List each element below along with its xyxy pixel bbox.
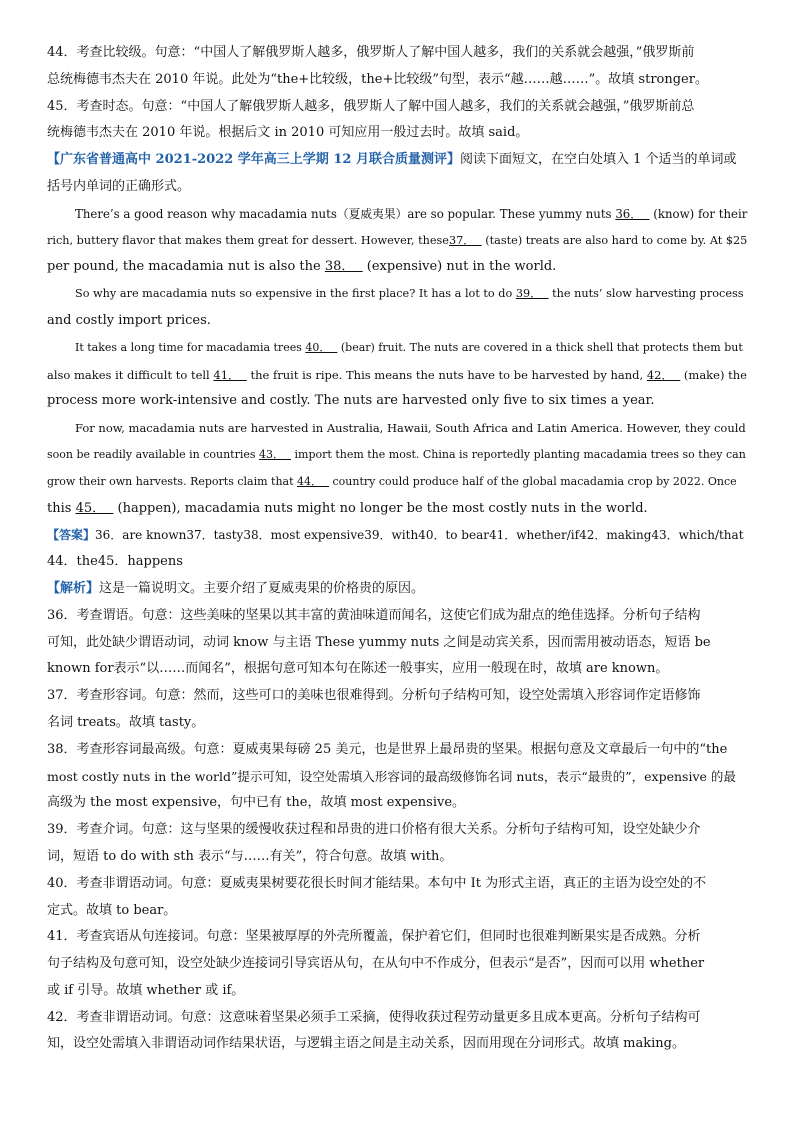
source-tag: 【广东省普通高中 2021-2022 学年高三上学期 12 月联合质量测评】: [47, 152, 460, 168]
analysis-section: [47, 576, 747, 603]
explanation-line: 40．考查非谓语动词。句意：夏威夷果树要花很长时间才能结果。本句中 It 为形式主语，真正的主语为设空处的不: [47, 875, 707, 891]
explanation-line: 名词 treats。故填 tasty。: [47, 714, 205, 730]
passage-text: this: [47, 500, 76, 516]
passage-text: rich, buttery flavor that makes them great for dessert. However, these: [47, 233, 449, 247]
passage-text: (bear) fruit. The nuts are covered in a thick shell that protects them but: [337, 340, 743, 354]
explanation-41: [47, 924, 747, 1004]
blank-45: 45．: [75, 500, 114, 516]
blank-43: 43．: [259, 447, 292, 461]
blank-40: 40．: [305, 340, 338, 354]
explanation-line: 37．考查形容词。句意：然而，这些可口的美味也很难得到。分析句子结构可知，设空处需填入形容词作定语修饰: [47, 688, 701, 704]
explanation-line: known for表示“以……而闻名”，根据句意可知本句在陈述一般事实，应用一般现在时，故填 are known。: [47, 661, 669, 677]
blank-41: 41．: [213, 367, 247, 382]
explanation-line: 词，短语 to do with sth 表示“与……有关”，符合句意。故填 with。: [47, 848, 453, 864]
explanation-38: [47, 737, 747, 817]
explanation-list: [47, 603, 747, 1059]
passage-text: country could produce half of the global macadamia crop by 2022. Once: [329, 474, 737, 488]
passage-paragraph-3: [47, 335, 747, 415]
explanation-line: 42．考查非谓语动词。句意：这意味着坚果必须手工采摘，使得收获过程劳动量更多且成本更高。分析句子结构可: [47, 1009, 701, 1025]
explanation-42: [47, 1005, 747, 1059]
instruction-text: 括号内单词的正确形式。: [47, 178, 191, 194]
explanation-line: 定式。故填 to bear。: [47, 902, 177, 918]
explanation-36: [47, 603, 747, 683]
explanation-39: [47, 817, 747, 871]
passage-text: and costly import prices.: [47, 312, 211, 328]
explanation-44: [47, 40, 747, 94]
passage-text: There’s a good reason why macadamia nuts（夏威夷果）are so popular. These yummy nuts: [75, 206, 616, 221]
blank-36: 36．: [615, 206, 650, 221]
passage-text: (expensive) nut in the world.: [362, 259, 557, 275]
passage-text: (make) the: [680, 367, 747, 382]
explanation-line: most costly nuts in the world”提示可知，设空处需填入形容词的最高级修饰名词 nuts，表示“最贵的”，expensive 的最: [47, 768, 736, 784]
passage-text: For now, macadamia nuts are harvested in Australia, Hawaii, South Africa and Latin America. However, they could: [75, 421, 746, 436]
passage-text: grow their own harvests. Reports claim that: [47, 474, 298, 488]
blank-39: 39．: [515, 287, 549, 301]
answer-text: 44．the45．happens: [47, 554, 183, 570]
passage-text: import them the most. China is reportedly planting macadamia trees so they can: [291, 447, 746, 461]
passage-paragraph-2: [47, 281, 747, 335]
explanation-line: 总统梅德韦杰夫在 2010 年说。此处为“the+比较级，the+比较级”句型，表示“越……越……”。故填 stronger。: [47, 71, 708, 87]
explanation-line: 统梅德韦杰夫在 2010 年说。根据后文 in 2010 可知应用一般过去时。故填 said。: [47, 125, 529, 141]
explanation-line: 或 if 引导。故填 whether 或 if。: [47, 982, 245, 998]
explanation-line: 41．考查宾语从句连接词。句意：坚果被厚厚的外壳所覆盖，保护着它们，但同时也很难判断果实是否成熟。分析: [47, 929, 701, 945]
explanation-line: 36．考查谓语。句意：这些美味的坚果以其丰富的黄油味道而闻名，这使它们成为甜点的绝佳选择。分析句子结构: [47, 607, 701, 623]
explanation-line: 知，设空处需填入非谓语动词作结果状语，与逻辑主语之间是主动关系，因而用现在分词形式。故填 making。: [47, 1036, 685, 1052]
answer-tag: 【答案】: [47, 528, 96, 543]
passage-text: (know) for their: [649, 206, 748, 221]
blank-44: 44．: [297, 474, 330, 488]
explanation-line: 可知，此处缺少谓语动词，动词 know 与主语 These yummy nuts 之间是动宾关系，因而需用被动语态，短语 be: [47, 634, 711, 650]
explanation-line: 45．考查时态。句意：“中国人了解俄罗斯人越多，俄罗斯人了解中国人越多，我们的关系就会越强，”俄罗斯前总: [47, 98, 695, 114]
passage-text: It takes a long time for macadamia trees: [75, 340, 306, 354]
passage-text: (taste) treats are also hard to come by. At $25: [481, 233, 748, 247]
analysis-summary: 这是一篇说明文。主要介绍了夏威夷果的价格贵的原因。: [99, 580, 425, 596]
explanation-37: [47, 683, 747, 737]
source-header: [47, 147, 747, 201]
passage-text: the fruit is ripe. This means the nuts have to be harvested by hand,: [246, 367, 647, 382]
blank-42: 42．: [646, 367, 681, 382]
passage-text: So why are macadamia nuts so expensive in the first place? It has a lot to do: [75, 287, 516, 301]
blank-38: 38．: [324, 259, 363, 275]
answer-section: [47, 522, 747, 576]
explanation-line: 高级为 the most expensive，句中已有 the，故填 most expensive。: [47, 795, 466, 811]
answer-text: 36．are known37．tasty38．most expensive39．with40．to bear41．whether/if42．making43．which/that: [95, 528, 744, 543]
analysis-tag: 【解析】: [47, 580, 100, 596]
passage-text: the nuts’ slow harvesting process: [548, 287, 744, 301]
explanation-40: [47, 871, 747, 925]
explanation-45: [47, 94, 747, 148]
explanation-line: 44．考查比较级。句意：“中国人了解俄罗斯人越多，俄罗斯人了解中国人越多，我们的关系就会越强，”俄罗斯前: [47, 45, 695, 60]
explanation-line: 39．考查介词。句意：这与坚果的缓慢收获过程和昂贵的进口价格有很大关系。分析句子结构可知，设空处缺少介: [47, 822, 701, 838]
passage-text: per pound, the macadamia nut is also the: [47, 259, 325, 275]
explanation-line: 句子结构及句意可知，设空处缺少连接词引导宾语从句，在从句中不作成分，但表示“是否”，因而可以用 whether: [47, 956, 705, 972]
passage-text: soon be readily available in countries: [47, 447, 260, 461]
blank-37: 37．: [448, 233, 482, 247]
instruction-text: 阅读下面短文，在空白处填入 1 个适当的单词或: [459, 152, 737, 168]
passage-paragraph-4: [47, 415, 747, 522]
passage-text: also makes it difficult to tell: [47, 367, 214, 382]
passage-paragraph-1: [47, 201, 747, 281]
passage-text: (happen), macadamia nuts might no longer be the most costly nuts in the world.: [113, 500, 648, 516]
explanation-line: 38．考查形容词最高级。句意：夏威夷果每磅 25 美元，也是世界上最昂贵的坚果。根据句意及文章最后一句中的“the: [47, 741, 728, 757]
passage-text: process more work-intensive and costly. The nuts are harvested only five to six times a year.: [47, 393, 655, 409]
